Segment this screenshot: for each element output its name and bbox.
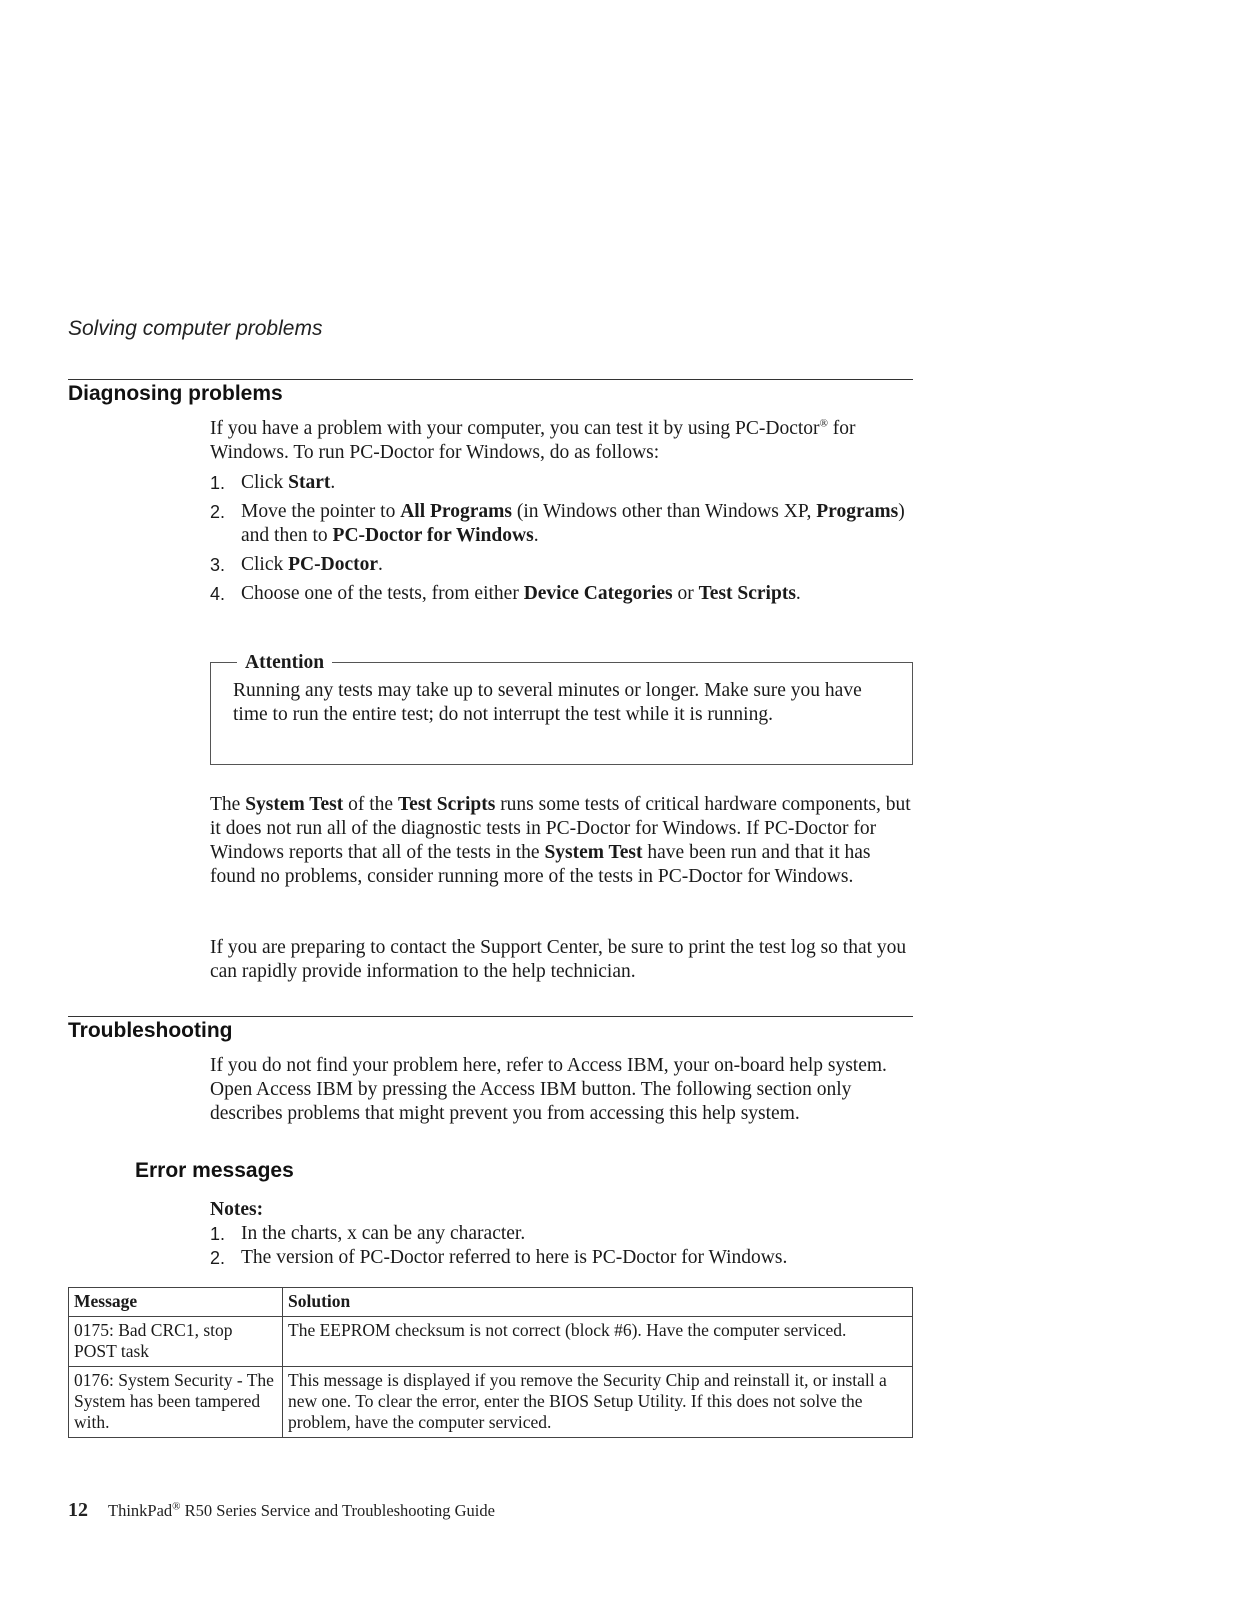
error-messages-table: [68, 1287, 913, 1438]
table-cell-message: 0175: Bad CRC1, stop POST task: [69, 1317, 283, 1367]
footer-title: ThinkPad® R50 Series Service and Troubleshooting Guide: [108, 1500, 495, 1520]
section-heading-troubleshooting: Troubleshooting: [68, 1019, 233, 1042]
table-row: [69, 1367, 913, 1438]
attention-box: [210, 652, 913, 765]
section-rule: [68, 379, 913, 380]
table-cell-solution: The EEPROM checksum is not correct (block #6). Have the computer serviced.: [283, 1317, 913, 1367]
attention-title: Attention: [237, 652, 332, 674]
list-item: 1. In the charts, x can be any character.: [210, 1223, 526, 1244]
list-item: 2. Move the pointer to All Programs (in Windows other than Windows XP, Programs) and then to PC-Doctor for Windows.: [210, 501, 905, 546]
section-rule: [68, 1016, 913, 1017]
table-header-row: [69, 1288, 913, 1317]
table-cell-message: 0176: System Security - The System has been tampered with.: [69, 1367, 283, 1438]
table-cell-solution: This message is displayed if you remove the Security Chip and reinstall it, or install a new one. To clear the error, enter the BIOS Setup Utility. If this does not solve the problem, have the computer serviced.: [283, 1367, 913, 1438]
running-head: Solving computer problems: [68, 317, 323, 340]
page-number: 12: [68, 1499, 88, 1521]
column-header-solution: Solution: [283, 1288, 913, 1317]
list-item: 1. Click Start.: [210, 472, 336, 493]
notes-label: Notes:: [210, 1199, 264, 1220]
notes-list: [210, 1222, 915, 1270]
list-item: 2. The version of PC-Doctor referred to here is PC-Doctor for Windows.: [210, 1247, 788, 1268]
column-header-message: Message: [69, 1288, 283, 1317]
attention-text: Running any tests may take up to several minutes or longer. Make sure you have time to run the entire test; do not interrupt the test while it is running.: [233, 680, 862, 725]
page-footer: [68, 1499, 495, 1522]
system-test-paragraph: The System Test of the Test Scripts runs some tests of critical hardware components, but it does not run all of the diagnostic tests in PC-Doctor for Windows. If PC-Doctor for Windows reports that all of the tests in the System Test have been run and that it has found no problems, consider running more of the tests in PC-Doctor for Windows.: [210, 794, 911, 887]
diagnosing-steps: [210, 471, 915, 611]
section-heading-diagnosing: Diagnosing problems: [68, 382, 283, 405]
subsection-heading-error-messages: Error messages: [135, 1159, 294, 1182]
list-item: 3. Click PC-Doctor.: [210, 554, 383, 575]
diagnosing-intro: If you have a problem with your computer, you can test it by using PC-Doctor® for Windows. To run PC-Doctor for Windows, do as follows:: [210, 417, 856, 463]
troubleshooting-intro: If you do not find your problem here, refer to Access IBM, your on-board help system. Open Access IBM by pressing the Access IBM button. The following section only describes problems that might prevent you from accessing this help system.: [210, 1055, 887, 1124]
list-item: 4. Choose one of the tests, from either Device Categories or Test Scripts.: [210, 583, 801, 604]
support-paragraph: If you are preparing to contact the Support Center, be sure to print the test log so that you can rapidly provide information to the help technician.: [210, 937, 907, 982]
table-row: [69, 1317, 913, 1367]
